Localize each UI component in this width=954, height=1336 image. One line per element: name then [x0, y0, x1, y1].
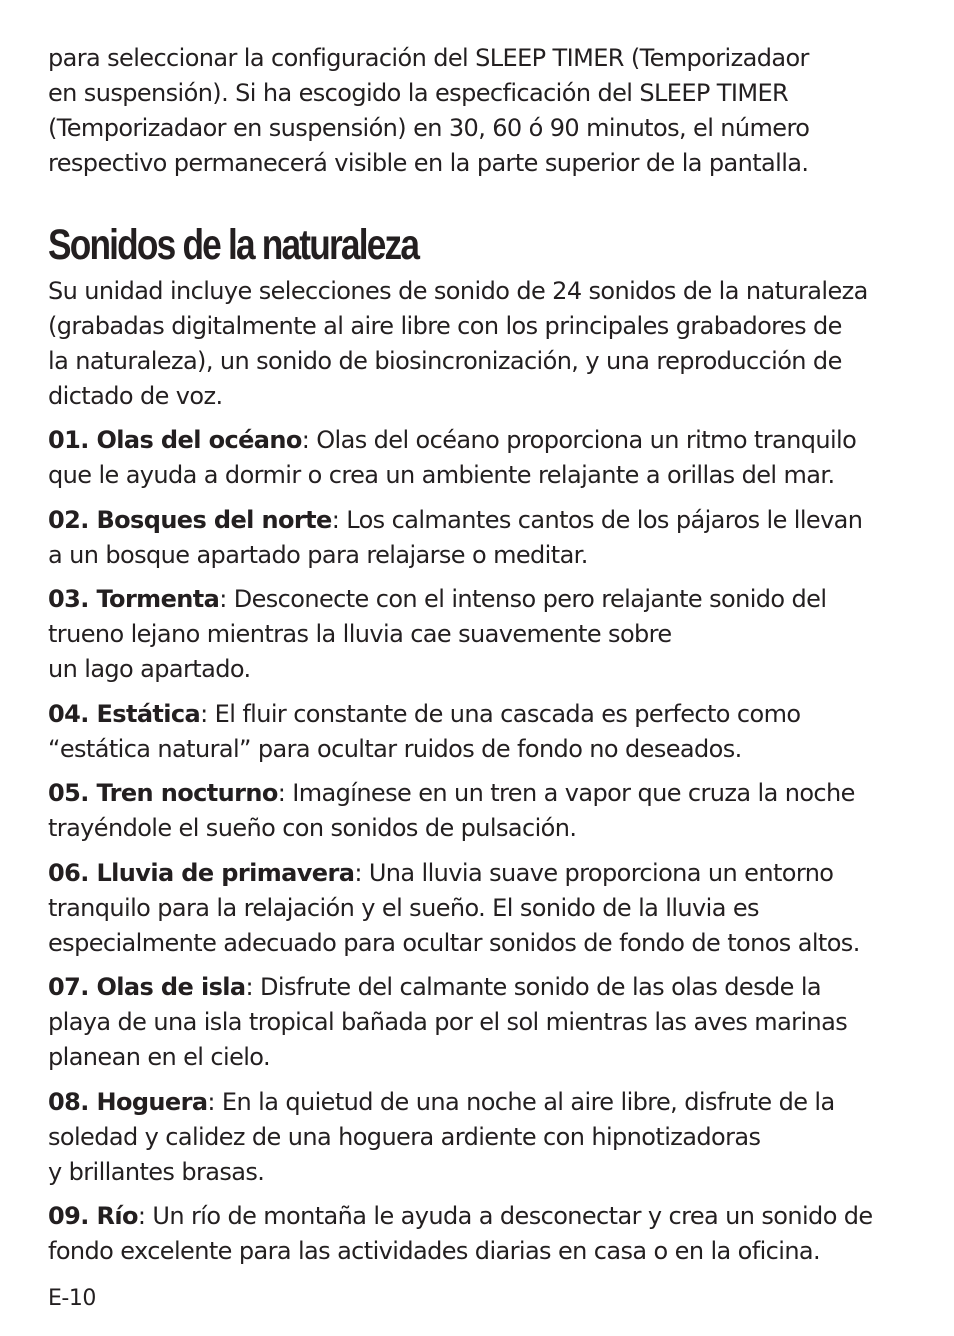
sound-item-text: : Un río de montaña le ayuda a desconectar y crea un sonido de fondo excelente para las actividades diarias en casa o en la oficina. [48, 1202, 873, 1265]
sound-item-text: : En la quietud de una noche al aire libre, disfrute de la soledad y calidez de una hoguera ardiente con hipnotizadoras y brillantes brasas. [48, 1088, 835, 1186]
sound-item-04 [48, 697, 943, 767]
sound-item-label: 07. Olas de isla [48, 973, 246, 1001]
sound-item-text: : Desconecte con el intenso pero relajante sonido del trueno lejano mientras la lluvia cae suavemente sobre un lago apartado. [48, 585, 827, 683]
sound-item-03 [48, 582, 943, 687]
sound-item-08 [48, 1085, 943, 1190]
sound-item-02 [48, 503, 943, 573]
sound-item-07 [48, 970, 943, 1075]
sound-item-01 [48, 423, 943, 493]
section-description: Su unidad incluye selecciones de sonido de 24 sonidos de la naturaleza (grabadas digitalmente al aire libre con los principales grabadores de la naturaleza), un sonido de biosincronización, y una reproducción de dictado de voz. [48, 277, 868, 410]
sound-item-06 [48, 856, 943, 961]
sound-item-label: 04. Estática [48, 700, 201, 728]
sound-item-text: : Imagínese en un tren a vapor que cruza la noche trayéndole el sueño con sonidos de pulsación. [48, 779, 855, 842]
sound-item-09 [48, 1199, 943, 1269]
sound-item-label: 08. Hoguera [48, 1088, 208, 1116]
sound-item-label: 03. Tormenta [48, 585, 220, 613]
intro-paragraph: para seleccionar la configuración del SLEEP TIMER (Temporizadaor en suspensión). Si ha escogido la especficación del SLEEP TIMER (Temporizadaor en suspensión) en 30, 60 ó 90 minutos, el número respectivo permanecerá visible en la parte superior de la pantalla. [48, 44, 810, 177]
sound-item-label: 02. Bosques del norte [48, 506, 332, 534]
sound-item-label: 01. Olas del océano [48, 426, 302, 454]
sound-item-label: 05. Tren nocturno [48, 779, 278, 807]
sound-item-text: : El fluir constante de una cascada es perfecto como “estática natural” para ocultar ruidos de fondo no deseados. [48, 700, 801, 763]
sound-item-label: 06. Lluvia de primavera [48, 859, 355, 887]
section-title: Sonidos de la naturaleza [48, 221, 419, 269]
sound-item-label: 09. Río [48, 1202, 138, 1230]
sound-item-text: : Una lluvia suave proporciona un entorno tranquilo para la relajación y el sueño. El sonido de la lluvia es especialmente adecuado para ocultar sonidos de fondo de tonos altos. [48, 859, 860, 957]
sound-item-text: : Los calmantes cantos de los pájaros le llevan a un bosque apartado para relajarse o meditar. [48, 506, 863, 569]
sound-item-text: : Disfrute del calmante sonido de las olas desde la playa de una isla tropical bañada por el sol mientras las aves marinas planean en el cielo. [48, 973, 848, 1071]
page-number: E-10 [48, 1286, 96, 1311]
sound-item-text: : Olas del océano proporciona un ritmo tranquilo que le ayuda a dormir o crea un ambiente relajante a orillas del mar. [48, 426, 857, 489]
sound-item-05 [48, 776, 943, 846]
